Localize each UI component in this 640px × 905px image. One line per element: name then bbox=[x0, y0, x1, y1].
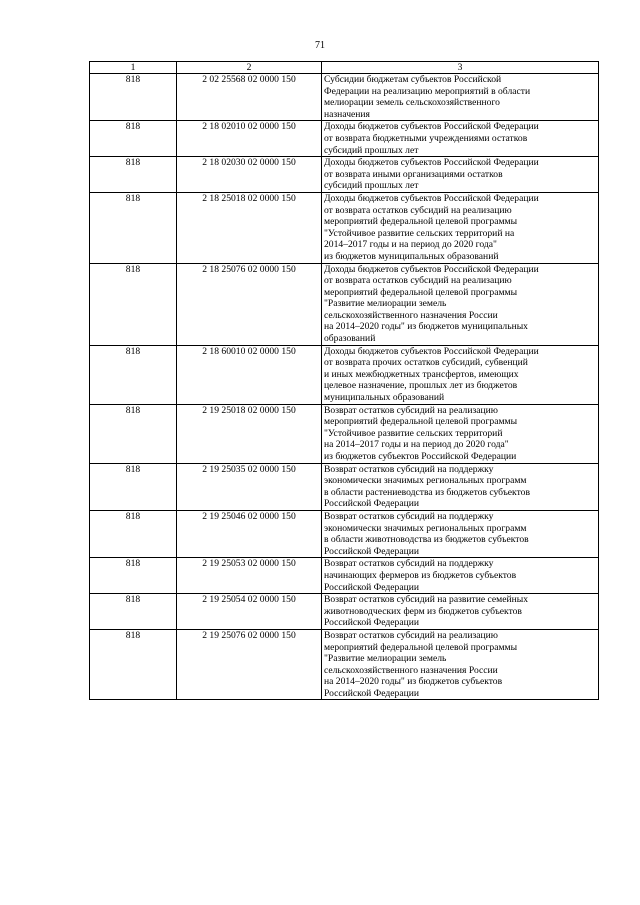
table-row bbox=[90, 121, 599, 157]
description-cell: Доходы бюджетов субъектов Российской Федерации от возврата иными организациями остатков субсидий прошлых лет bbox=[322, 157, 599, 193]
admin-code-cell: 818 bbox=[90, 121, 177, 157]
table-row bbox=[90, 463, 599, 510]
budget-code-cell: 2 18 60010 02 0000 150 bbox=[177, 345, 322, 404]
table-row bbox=[90, 558, 599, 594]
budget-code-cell: 2 18 25018 02 0000 150 bbox=[177, 192, 322, 263]
admin-code-cell: 818 bbox=[90, 463, 177, 510]
table-row bbox=[90, 510, 599, 557]
description-cell: Доходы бюджетов субъектов Российской Федерации от возврата остатков субсидий на реализацию мероприятий федеральной целевой программы "Устойчивое развитие сельских территорий на 2014–2017 годы и на период до 2020 года" из бюджетов муниципальных образований bbox=[322, 192, 599, 263]
table-header-row bbox=[90, 62, 599, 74]
description-cell: Возврат остатков субсидий на поддержку экономически значимых региональных программ в области животноводства из бюджетов субъектов Российской Федерации bbox=[322, 510, 599, 557]
admin-code-cell: 818 bbox=[90, 263, 177, 345]
admin-code-cell: 818 bbox=[90, 558, 177, 594]
table-row bbox=[90, 594, 599, 630]
admin-code-cell: 818 bbox=[90, 157, 177, 193]
table-row bbox=[90, 629, 599, 700]
table-row bbox=[90, 404, 599, 463]
description-cell: Возврат остатков субсидий на реализацию мероприятий федеральной целевой программы "Развитие мелиорации земель сельскохозяйственного назначения России на 2014–2020 годы" из бюджетов субъектов Российской Федерации bbox=[322, 629, 599, 700]
description-cell: Возврат остатков субсидий на поддержку экономически значимых региональных программ в области растениеводства из бюджетов субъектов Российской Федерации bbox=[322, 463, 599, 510]
description-cell: Доходы бюджетов субъектов Российской Федерации от возврата прочих остатков субсидий, субвенций и иных межбюджетных трансфертов, имеющих целевое назначение, прошлых лет из бюджетов муниципальных образований bbox=[322, 345, 599, 404]
budget-code-cell: 2 18 02030 02 0000 150 bbox=[177, 157, 322, 193]
budget-code-cell: 2 19 25054 02 0000 150 bbox=[177, 594, 322, 630]
budget-code-cell: 2 18 25076 02 0000 150 bbox=[177, 263, 322, 345]
header-column-1: 1 bbox=[90, 62, 177, 74]
admin-code-cell: 818 bbox=[90, 74, 177, 121]
budget-code-cell: 2 19 25018 02 0000 150 bbox=[177, 404, 322, 463]
description-cell: Доходы бюджетов субъектов Российской Федерации от возврата остатков субсидий на реализацию мероприятий федеральной целевой программы "Развитие мелиорации земель сельскохозяйственного назначения России на 2014–2020 годы" из бюджетов муниципальных образований bbox=[322, 263, 599, 345]
table-row bbox=[90, 345, 599, 404]
budget-code-cell: 2 19 25076 02 0000 150 bbox=[177, 629, 322, 700]
table-row bbox=[90, 192, 599, 263]
admin-code-cell: 818 bbox=[90, 345, 177, 404]
page-number: 71 bbox=[315, 40, 325, 51]
table-row bbox=[90, 74, 599, 121]
budget-code-cell: 2 02 25568 02 0000 150 bbox=[177, 74, 322, 121]
description-cell: Возврат остатков субсидий на развитие семейных животноводческих ферм из бюджетов субъектов Российской Федерации bbox=[322, 594, 599, 630]
admin-code-cell: 818 bbox=[90, 192, 177, 263]
admin-code-cell: 818 bbox=[90, 594, 177, 630]
header-column-3: 3 bbox=[322, 62, 599, 74]
admin-code-cell: 818 bbox=[90, 404, 177, 463]
description-cell: Возврат остатков субсидий на реализацию мероприятий федеральной целевой программы "Устойчивое развитие сельских территорий на 2014–2017 годы и на период до 2020 года" из бюджетов субъектов Российской Федерации bbox=[322, 404, 599, 463]
budget-code-cell: 2 19 25046 02 0000 150 bbox=[177, 510, 322, 557]
description-cell: Доходы бюджетов субъектов Российской Федерации от возврата бюджетными учреждениями остатков субсидий прошлых лет bbox=[322, 121, 599, 157]
admin-code-cell: 818 bbox=[90, 510, 177, 557]
admin-code-cell: 818 bbox=[90, 629, 177, 700]
budget-code-cell: 2 19 25035 02 0000 150 bbox=[177, 463, 322, 510]
budget-classification-table bbox=[89, 61, 599, 700]
header-column-2: 2 bbox=[177, 62, 322, 74]
table-row bbox=[90, 263, 599, 345]
description-cell: Возврат остатков субсидий на поддержку начинающих фермеров из бюджетов субъектов Российской Федерации bbox=[322, 558, 599, 594]
budget-code-cell: 2 19 25053 02 0000 150 bbox=[177, 558, 322, 594]
budget-code-cell: 2 18 02010 02 0000 150 bbox=[177, 121, 322, 157]
table-row bbox=[90, 157, 599, 193]
description-cell: Субсидии бюджетам субъектов Российской Федерации на реализацию мероприятий в области мелиорации земель сельскохозяйственного назначения bbox=[322, 74, 599, 121]
